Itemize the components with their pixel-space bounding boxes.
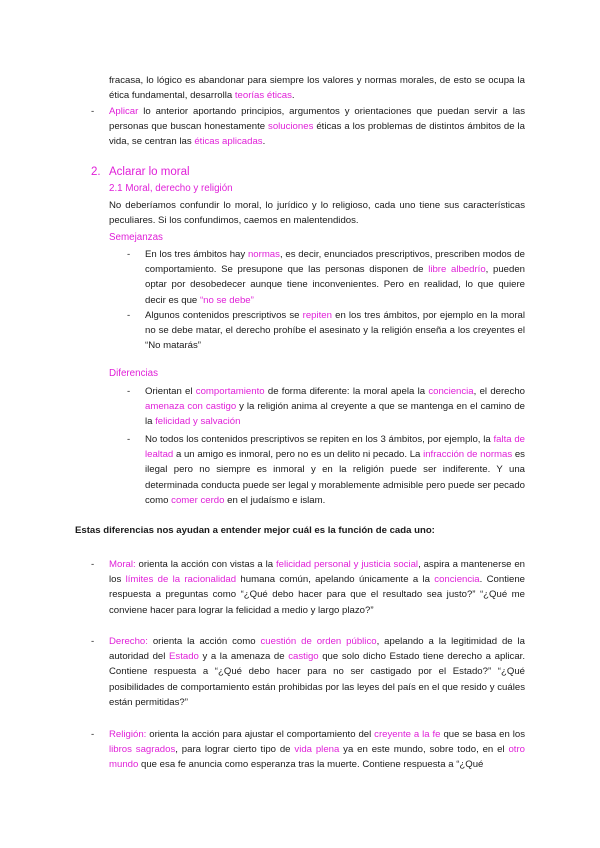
section-number: 2. <box>91 166 101 178</box>
highlighted-term: felicidad y salvación <box>155 416 241 428</box>
text-run: ya en este mundo, sobre todo, en el <box>339 744 509 756</box>
section-subtitle: 2.1 Moral, derecho y religión <box>109 183 233 194</box>
highlighted-term: comer cerdo <box>171 494 225 506</box>
highlighted-term: amenaza con castigo <box>145 401 237 413</box>
text-run: y la religión anima al creyente a que se mantenga en el camino de la <box>145 401 525 428</box>
funcion-derecho <box>109 634 525 710</box>
text-run: en los tres ámbitos, por ejemplo en la moral no se debe matar, el derecho prohíbe el asesinato y la religión enseña a los creyentes el “No matarás” <box>145 310 526 352</box>
text-run: es ilegal pero no siempre es inmoral y en la religión puede ser indiferente. Y una determinada conducta puede ser legal y morablemente admisible pero puede ser pecado como <box>145 449 525 506</box>
text-run: orienta la acción para ajustar el comportamiento del <box>146 729 375 740</box>
bullet-dash: - <box>91 636 95 647</box>
highlighted-term: Derecho: <box>109 636 148 647</box>
text-run: , el derecho <box>473 386 525 397</box>
highlighted-term: felicidad personal y justicia social <box>275 559 419 570</box>
bullet-dash: - <box>91 729 95 740</box>
bullet-dash: - <box>127 386 131 397</box>
text-run: de forma diferente: la moral apela la <box>264 386 429 397</box>
text-run: que se basa en los <box>440 729 525 740</box>
text-run: a un amigo es inmoral, pero no es un delito ni pecado. La <box>173 449 424 461</box>
section-title: Aclarar lo moral <box>109 166 190 178</box>
funcion-moral <box>109 557 525 618</box>
text-run: . Contiene respuesta a preguntas como “¿Qué debo hacer para que el resultado sea justo?” “¿Qué me conviene hacer para lograr la felicidad a medio y largo plazo?” <box>109 574 526 616</box>
semejanzas-item-2 <box>145 308 525 354</box>
text-run: Algunos contenidos prescriptivos se <box>145 310 303 321</box>
text-run: orienta la acción como <box>147 636 261 647</box>
text-run: Orientan el <box>145 386 196 397</box>
highlighted-term: Religión: <box>109 729 147 740</box>
semejanzas-item-1 <box>145 247 525 308</box>
bullet-dash: - <box>127 434 131 445</box>
text-run: que esa fe anuncia como esperanza tras la muerte. Contiene respuesta a “¿Qué <box>138 759 484 771</box>
highlighted-term: conciencia <box>434 574 480 586</box>
highlighted-term: límites de la racionalidad <box>125 574 237 586</box>
highlighted-term: comportamiento <box>195 386 265 397</box>
highlighted-term: libre albedrío <box>428 264 486 276</box>
text-run: que solo dicho Estado tiene derecho a aplicar. Contiene respuesta a “¿Qué debo hacer para no ser castigado por el Estado?” “¿Qué posibilidades de comportamiento están prohibidas por las leyes del país en el que resido y cuáles están permitidas?” <box>109 651 526 708</box>
highlighted-term: Aplicar <box>109 106 139 117</box>
text-run: No todos los contenidos prescriptivos se repiten en los 3 ámbitos, por ejemplo, la <box>145 434 494 445</box>
diferencias-item-2 <box>145 432 525 508</box>
text-run: En los tres ámbitos hay <box>145 249 248 260</box>
highlighted-term: Moral: <box>109 559 136 570</box>
diferencias-heading: Diferencias <box>109 368 159 379</box>
text-run: y a la amenaza de <box>198 651 289 663</box>
text-run: , apelando a la legitimidad de la autoridad del <box>109 636 525 663</box>
section-intro: No deberíamos confundir lo moral, lo jurídico y lo religioso, cada uno tiene sus características peculiares. Si los confundimos, caemos en malentendidos. <box>109 200 525 227</box>
intro-paragraph-1 <box>109 73 525 103</box>
highlighted-term: infracción de normas <box>423 449 513 461</box>
highlighted-term: otro mundo <box>109 744 525 771</box>
highlighted-term: soluciones <box>268 121 314 133</box>
semejanzas-heading: Semejanzas <box>109 232 163 243</box>
bullet-dash: - <box>127 249 131 260</box>
highlighted-term: creyente a la fe <box>374 729 441 740</box>
text-run: , es decir, enunciados prescriptivos, prescriben modos de comportamiento. Se presupone que las personas disponen de <box>145 249 525 276</box>
text-run: fracasa, lo lógico es abandonar para siempre los valores y normas morales, de esto se ocupa la ética fundamental, desarrolla <box>109 75 525 102</box>
intro-paragraph-2 <box>109 104 525 150</box>
text-run: lo anterior aportando principios, argumentos y orientaciones que puedan servir a las personas que buscan honestamente <box>109 106 525 133</box>
text-run: humana común, apelando únicamente a la <box>236 574 435 586</box>
highlighted-term: conciencia <box>428 386 474 397</box>
text-run: , aspira a mantenerse en los <box>109 559 525 586</box>
diferencias-item-1 <box>145 384 525 430</box>
funcion-religion <box>109 727 525 773</box>
highlighted-term: vida plena <box>294 744 340 756</box>
highlighted-term: teorías éticas <box>234 90 292 102</box>
text-run: . <box>291 90 295 102</box>
highlighted-term: éticas aplicadas <box>194 136 263 148</box>
highlighted-term: castigo <box>288 651 319 663</box>
text-run: , para lograr cierto tipo de <box>175 744 295 756</box>
text-run: . <box>262 136 266 148</box>
bullet-dash: - <box>91 559 95 570</box>
highlighted-term: cuestión de orden público <box>260 636 377 647</box>
highlighted-term: libros sagrados <box>109 744 176 756</box>
highlighted-term: normas <box>247 249 280 260</box>
summary-heading: Estas diferencias nos ayudan a entender mejor cuál es la función de cada uno: <box>75 525 435 536</box>
text-run: orienta la acción con vistas a la <box>135 559 276 570</box>
bullet-dash: - <box>127 310 131 321</box>
highlighted-term: “no se debe” <box>199 294 254 306</box>
bullet-dash: - <box>91 106 95 117</box>
highlighted-term: falta de lealtad <box>145 434 525 461</box>
highlighted-term: repiten <box>302 310 332 321</box>
highlighted-term: Estado <box>169 651 199 663</box>
text-run: en el judaísmo e islam. <box>224 494 326 506</box>
text-run: , pueden optar por desobedecer aunque tiene inconvenientes. Pero en realidad, lo que quiere decir es que <box>145 264 525 306</box>
text-run: éticas a los problemas de distintos ámbitos de la vida, se centran las <box>109 121 525 148</box>
